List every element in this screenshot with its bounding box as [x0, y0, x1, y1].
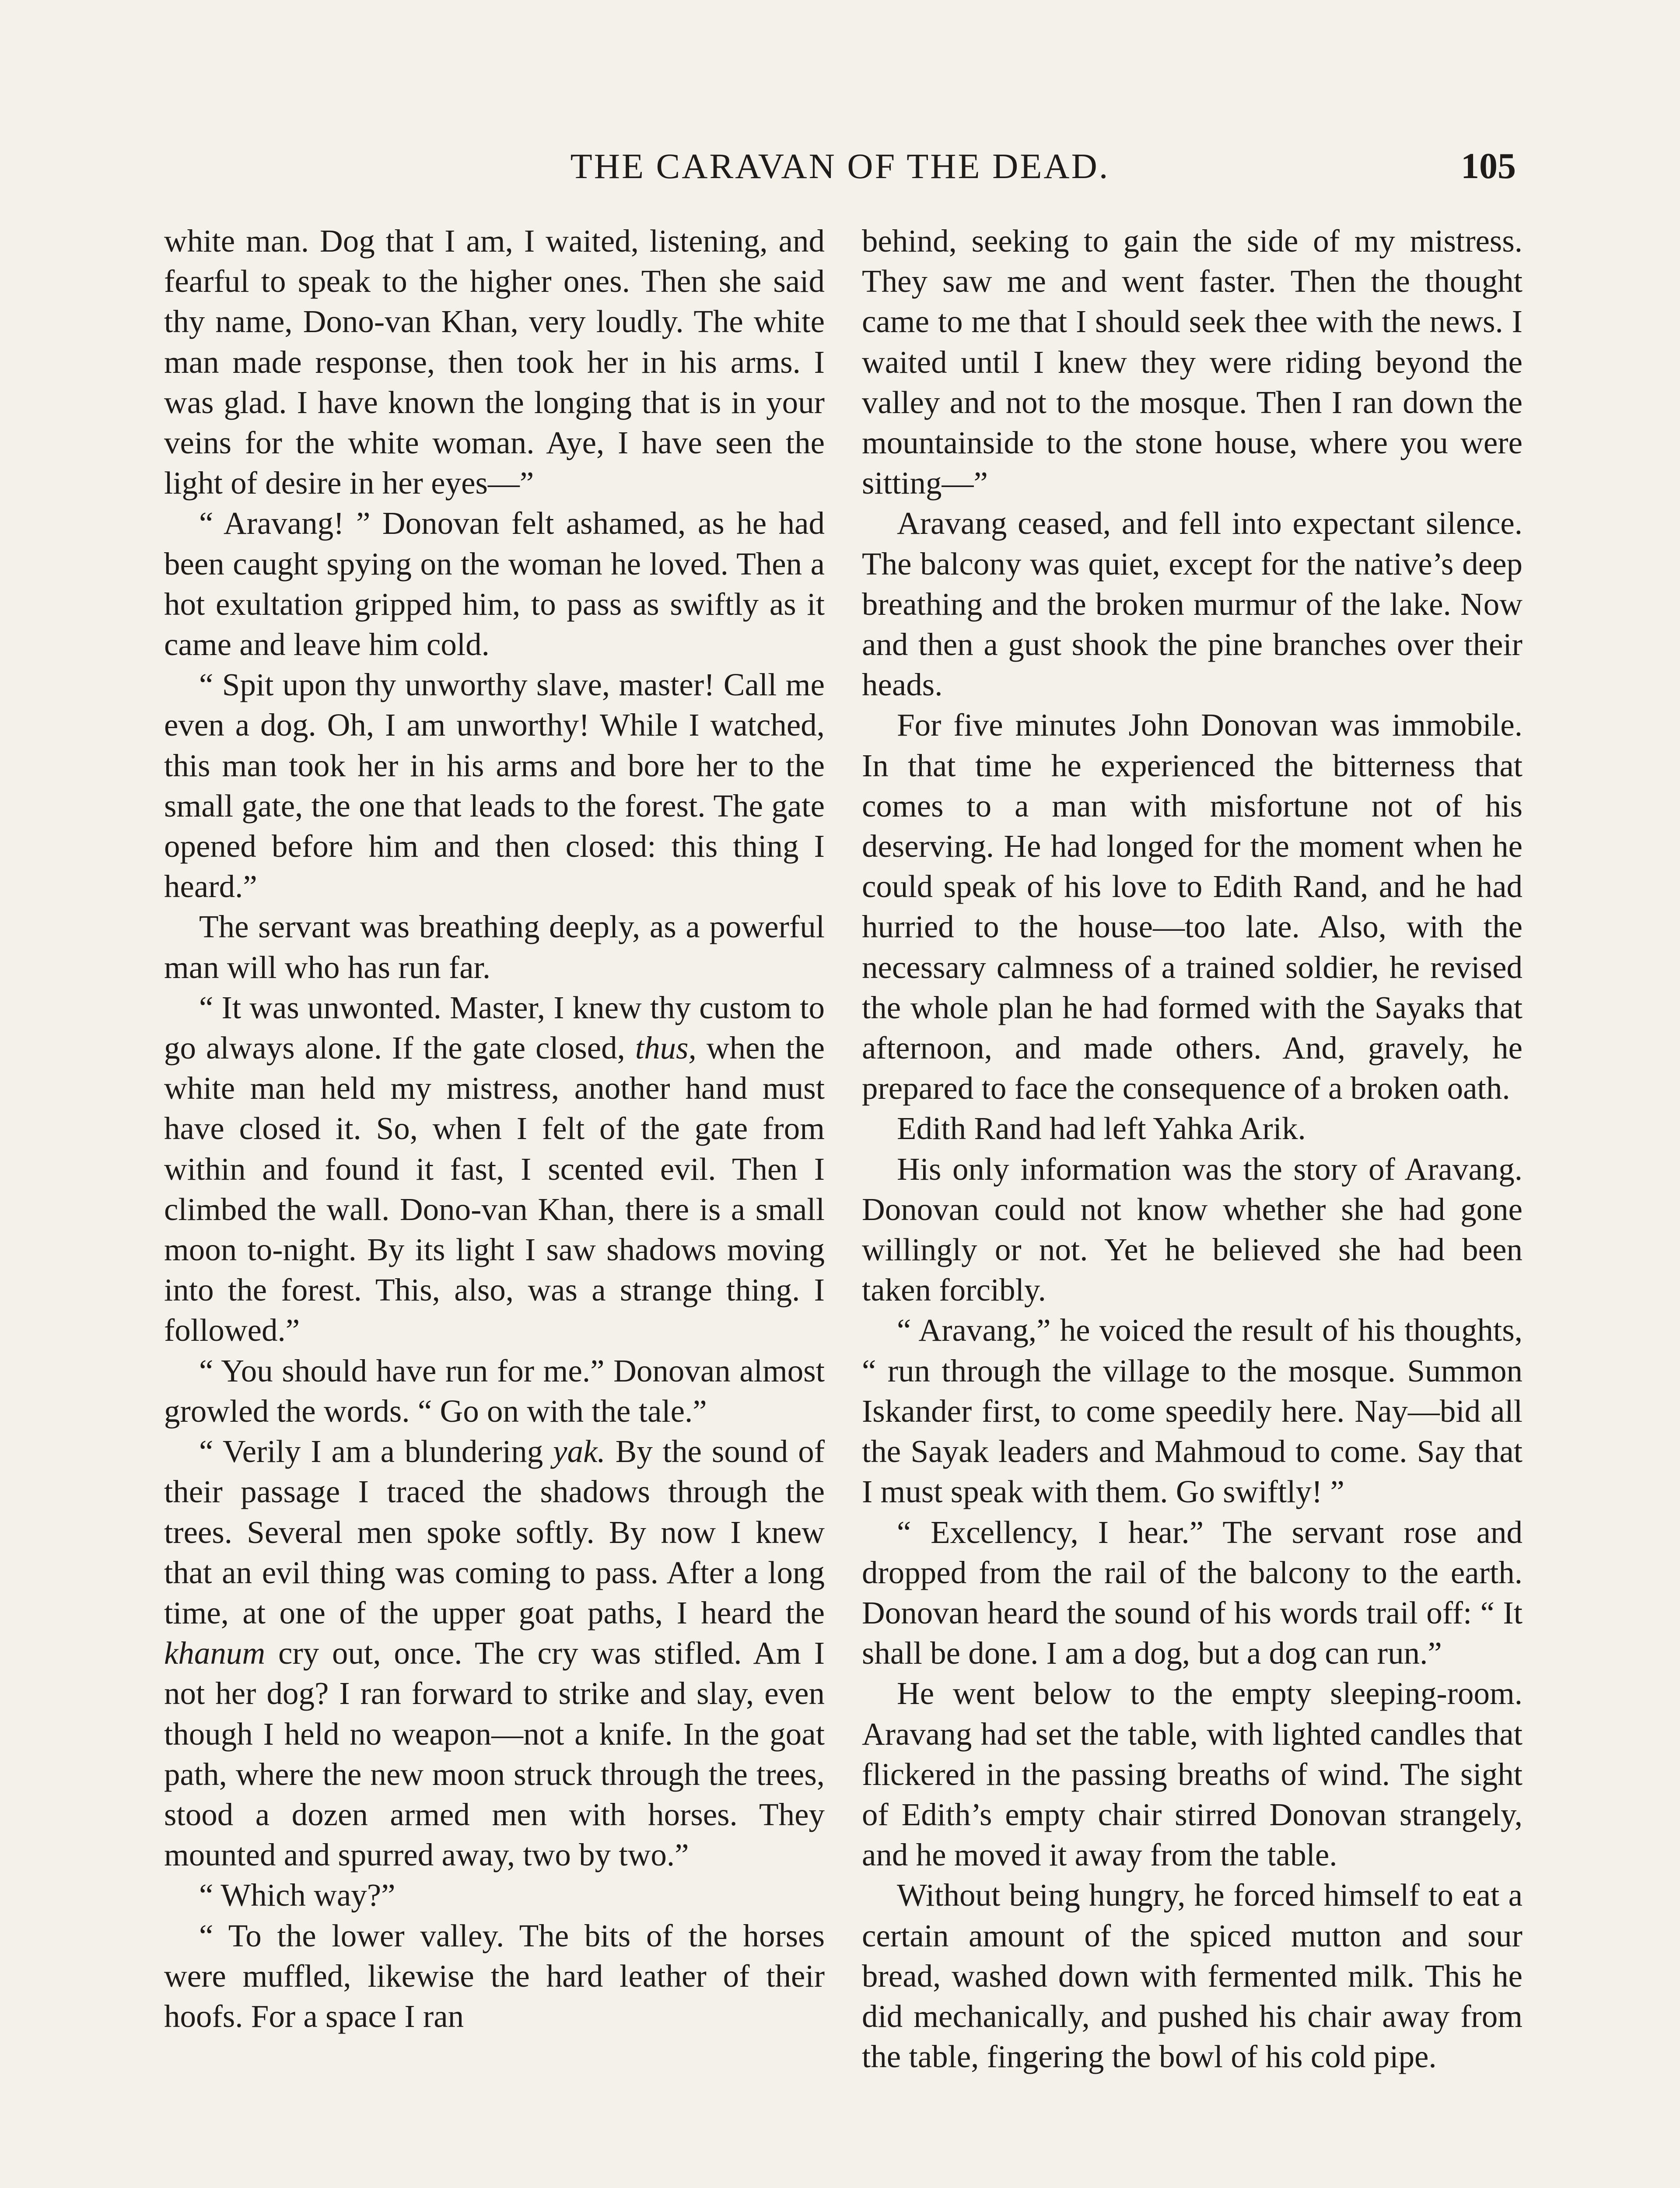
paragraph-text: “ It was unwonted. Master, I knew thy custom to go always alone. If the gate closed,: [164, 989, 825, 1066]
paragraph: His only information was the story of Aravang. Donovan could not know whether she had gone willingly or not. Yet he believed she had been taken forcibly.: [862, 1151, 1522, 1308]
paragraph: “ Spit upon thy unworthy slave, master! Call me even a dog. Oh, I am unworthy! While I watched, this man took her in his arms and bore her to the small gate, the one that leads to the forest. The gate opened before him and then closed: this thing I heard.”: [164, 667, 825, 905]
paragraph: The servant was breathing deeply, as a powerful man will who has run far.: [164, 909, 825, 985]
page-number: 105: [1461, 146, 1516, 186]
italic-word: yak.: [553, 1434, 606, 1469]
paragraph: Edith Rand had left Yahka Arik.: [897, 1111, 1306, 1147]
paragraph-text: cry out, once. The cry was stifled. Am I not her dog? I ran forward to strike and slay, even though I held no weapon—not a knife. In the goat path, where the new moon struck through the trees, stood a dozen armed men with horses. They mounted and spurred away, two by two.”: [164, 1635, 825, 1873]
paragraph-text: By the sound of their passage I traced the shadows through the trees. Several men spoke softly. By now I knew that an evil thing was coming to pass. After a long time, at one of the upper goat paths, I heard the: [164, 1434, 825, 1630]
paragraph: “ Aravang,” he voiced the result of his thoughts, “ run through the village to the mosque. Summon Iskander first, to come speedily here. Nay—bid all the Sayak leaders and Mahmoud to come. Say that I must speak with them. Go swiftly! ”: [862, 1312, 1522, 1510]
paragraph: behind, seeking to gain the side of my mistress. They saw me and went faster. Then the thought came to me that I should seek thee with the news. I waited until I knew they were riding beyond the valley and not to the mosque. Then I ran down the mountainside to the stone house, where you were sitting—”: [862, 223, 1522, 501]
italic-word: khanum: [164, 1635, 266, 1671]
paragraph: He went below to the empty sleeping-room. Aravang had set the table, with lighted candles that flickered in the passing breaths of wind. The sight of Edith’s empty chair stirred Donovan strangely, and he moved it away from the table.: [862, 1676, 1522, 1873]
running-head: [164, 142, 1516, 190]
italic-word: thus,: [635, 1030, 696, 1066]
right-column: [862, 221, 1522, 2077]
paragraph-text: “ Verily I am a blundering: [199, 1434, 553, 1469]
paragraph: “ You should have run for me.” Donovan almost growled the words. “ Go on with the tale.”: [164, 1353, 825, 1429]
paragraph: [164, 1431, 825, 1875]
paragraph: white man. Dog that I am, I waited, listening, and fearful to speak to the higher ones. Then she said thy name, Dono-van Khan, very loudly. The white man made response, then took her in his arms. I was glad. I have known the longing that is in your veins for the white woman. Aye, I have seen the light of desire in her eyes—”: [164, 223, 825, 501]
page-title: THE CARAVAN OF THE DEAD.: [570, 146, 1110, 186]
left-column: [164, 221, 825, 2037]
paragraph: For five minutes John Donovan was immobile. In that time he experienced the bitterness that comes to a man with misfortune not of his deserving. He had longed for the moment when he could speak of his love to Edith Rand, and he had hurried to the house—too late. Also, with the necessary calmness of a trained soldier, he revised the whole plan he had formed with the Sayaks that afternoon, and made others. And, gravely, he prepared to face the consequence of a broken oath.: [862, 707, 1522, 1106]
paragraph: “ Which way?”: [199, 1877, 396, 1913]
paragraph: “ Aravang! ” Donovan felt ashamed, as he had been caught spying on the woman he loved. Then a hot exultation gripped him, to pass as swiftly as it came and leave him cold.: [164, 505, 825, 663]
paragraph: “ To the lower valley. The bits of the horses were muffled, likewise the hard leather of their hoofs. For a space I ran: [164, 1918, 825, 2034]
paragraph-text: when the white man held my mistress, another hand must have closed it. So, when I felt of the gate from within and found it fast, I scented evil. Then I climbed the wall. Dono-van Khan, there is a small moon to-night. By its light I saw shadows moving into the forest. This, also, was a strange thing. I followed.”: [164, 1030, 825, 1348]
paragraph: [164, 988, 825, 1351]
paragraph: Aravang ceased, and fell into expectant silence. The balcony was quiet, except for the native’s deep breathing and the broken murmur of the lake. Now and then a gust shook the pine branches over their heads.: [862, 505, 1522, 703]
paragraph: Without being hungry, he forced himself to eat a certain amount of the spiced mutton and sour bread, washed down with fermented milk. This he did mechanically, and pushed his chair away from the table, fingering the bowl of his cold pipe.: [862, 1877, 1522, 2075]
paragraph: “ Excellency, I hear.” The servant rose and dropped from the rail of the balcony to the earth. Donovan heard the sound of his words trail off: “ It shall be done. I am a dog, but a dog can run.”: [862, 1514, 1522, 1671]
